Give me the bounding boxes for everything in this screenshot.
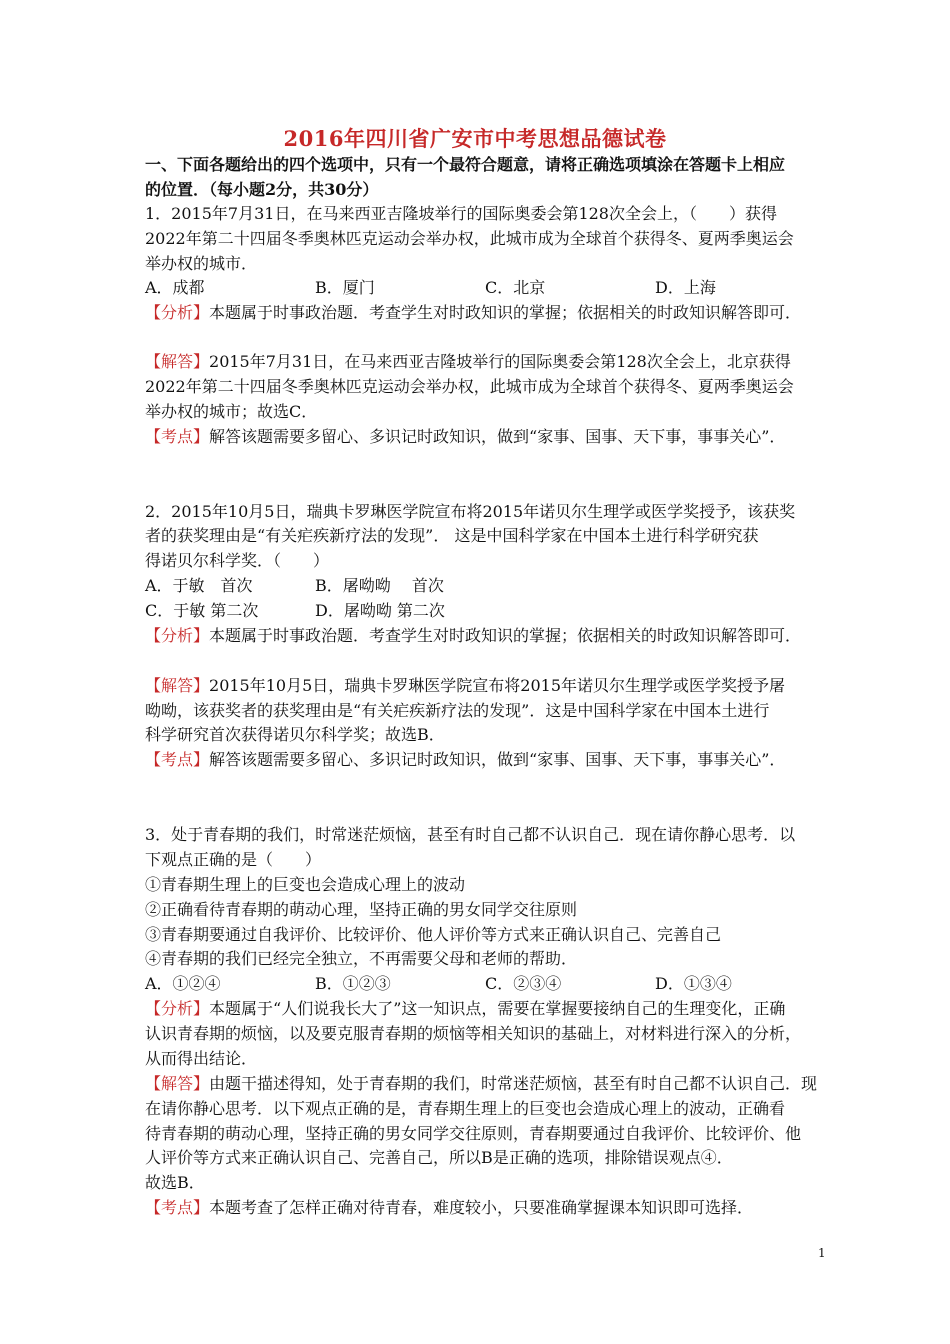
analysis-text: 本题属于“人们说我长大了”这一知识点，需要在掌握要接纳自己的生理变化，正确 [209, 999, 786, 1018]
question-stem-line: 得诺贝尔科学奖．（ ） [145, 551, 330, 570]
point-block [145, 747, 835, 772]
question-stem-line: 举办权的城市． [145, 254, 258, 273]
option-b: B．屠呦呦 首次 [315, 576, 444, 595]
answer-text: 由题干描述得知，处于青春期的我们，时常迷茫烦恼，甚至有时自己都不认识自己．现 [209, 1074, 818, 1093]
answer-label: 【解答】 [145, 352, 210, 371]
option-a: A．①②④ [145, 974, 221, 993]
option-b: B．厦门 [315, 278, 375, 297]
analysis-text-line: 从而得出结论． [145, 1049, 258, 1068]
answer-block [145, 349, 835, 374]
analysis-label: 【分析】 [145, 999, 210, 1018]
question-stem-line: 1．2015年7月31日，在马来西亚吉隆坡举行的国际奥委会第128次全会上，（ ）获得 [145, 204, 777, 223]
option-c: C．②③④ [485, 974, 562, 993]
answer-text: 2015年10月5日，瑞典卡罗琳医学院宣布将2015年诺贝尔生理学或医学奖授予屠 [209, 676, 785, 695]
page-number: 1 [818, 1246, 826, 1260]
point-label: 【考点】 [145, 427, 210, 446]
question-stem-line: 3．处于青春期的我们，时常迷茫烦恼，甚至有时自己都不认识自己．现在请你静心思考．以 [145, 825, 796, 844]
answer-text: 2015年7月31日，在马来西亚吉隆坡举行的国际奥委会第128次全会上，北京获得 [209, 352, 791, 371]
point-text: 解答该题需要多留心、多识记时政知识，做到“家事、国事、天下事，事事关心”． [209, 427, 786, 446]
option-d: D．①③④ [655, 974, 732, 993]
answer-text-line: 在请你静心思考．以下观点正确的是，青春期生理上的巨变也会造成心理上的波动，正确看 [145, 1099, 786, 1118]
answer-text-line: 人评价等方式来正确认识自己、完善自己，所以B是正确的选项，排除错误观点④． [145, 1148, 733, 1167]
section-header-line: 的位置．（每小题2分，共30分） [145, 180, 379, 199]
options-row [145, 598, 835, 623]
answer-text-line: 2022年第二十四届冬季奥林匹克运动会举办权，此城市成为全球首个获得冬、夏两季奥运会 [145, 377, 794, 396]
option-a: A．成都 [145, 278, 205, 297]
answer-block [145, 673, 835, 698]
statement-line: ④青春期的我们已经完全独立，不再需要父母和老师的帮助． [145, 949, 578, 968]
question-stem-line: 2022年第二十四届冬季奥林匹克运动会举办权，此城市成为全球首个获得冬、夏两季奥运会 [145, 229, 794, 248]
options-row [145, 275, 835, 300]
option-c: C．于敏 第二次 [145, 601, 259, 620]
point-text: 本题考查了怎样正确对待青春，难度较小，只要准确掌握课本知识即可选择． [209, 1198, 754, 1217]
option-d: D．屠呦呦 第二次 [315, 601, 445, 620]
question-stem-line: 2．2015年10月5日，瑞典卡罗琳医学院宣布将2015年诺贝尔生理学或医学奖授予，该获奖 [145, 502, 796, 521]
question-stem-line: 下观点正确的是（ ） [145, 850, 322, 869]
options-row [145, 971, 835, 996]
statement-line: ③青春期要通过自我评价、比较评价、他人评价等方式来正确认识自己、完善自己 [145, 925, 722, 944]
analysis-text: 本题属于时事政治题．考查学生对时政知识的掌握；依据相关的时政知识解答即可． [209, 626, 802, 645]
point-label: 【考点】 [145, 750, 210, 769]
section-header [145, 152, 825, 202]
page-title: 2016年四川省广安市中考思想品德试卷 [283, 126, 667, 151]
answer-text-line: 故选B． [145, 1173, 205, 1192]
section-header-line: 一、下面各题给出的四个选项中，只有一个最符合题意，请将正确选项填涂在答题卡上相应 [145, 155, 786, 174]
answer-label: 【解答】 [145, 676, 210, 695]
option-b: B．①②③ [315, 974, 391, 993]
analysis-block [145, 623, 835, 648]
question-stem-line: 者的获奖理由是“有关疟疾新疗法的发现”． 这是中国科学家在中国本土进行科学研究获 [145, 526, 759, 545]
analysis-text: 本题属于时事政治题．考查学生对时政知识的掌握；依据相关的时政知识解答即可． [209, 303, 802, 322]
option-d: D．上海 [655, 278, 716, 297]
analysis-block [145, 300, 835, 325]
answer-text-line: 科学研究首次获得诺贝尔科学奖；故选B． [145, 725, 445, 744]
answer-text-line: 待青春期的萌动心理，坚持正确的男女同学交往原则，青春期要通过自我评价、比较评价、他 [145, 1124, 802, 1143]
answer-text-line: 呦呦，该获奖者的获奖理由是“有关疟疾新疗法的发现”．这是中国科学家在中国本土进行 [145, 701, 770, 720]
analysis-text-line: 认识青春期的烦恼，以及要克服青春期的烦恼等相关知识的基础上，对材料进行深入的分析， [145, 1024, 802, 1043]
analysis-label: 【分析】 [145, 303, 210, 322]
statement-line: ②正确看待青春期的萌动心理，坚持正确的男女同学交往原则 [145, 900, 578, 919]
point-text: 解答该题需要多留心、多识记时政知识，做到“家事、国事、天下事，事事关心”． [209, 750, 786, 769]
answer-block [145, 1071, 835, 1096]
analysis-label: 【分析】 [145, 626, 210, 645]
option-a: A．于敏 首次 [145, 576, 253, 595]
answer-label: 【解答】 [145, 1074, 210, 1093]
point-block [145, 1195, 835, 1220]
option-c: C．北京 [485, 278, 546, 297]
statement-line: ①青春期生理上的巨变也会造成心理上的波动 [145, 875, 466, 894]
point-label: 【考点】 [145, 1198, 210, 1217]
answer-text-line: 举办权的城市；故选C． [145, 402, 318, 421]
point-block [145, 424, 835, 449]
analysis-block [145, 996, 835, 1021]
options-row [145, 573, 835, 598]
